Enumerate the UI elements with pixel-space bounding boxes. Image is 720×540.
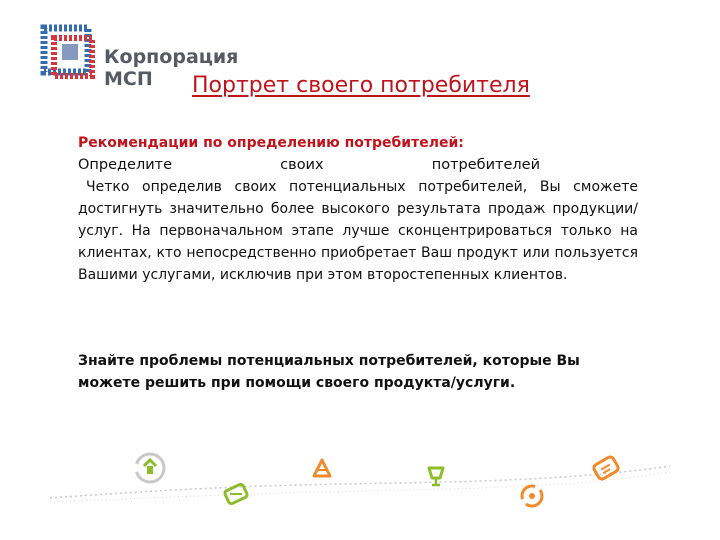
- define-word-3: потребителей: [431, 157, 540, 173]
- define-line: [78, 154, 638, 176]
- cycle-icon: [522, 486, 542, 506]
- decorative-wave-line: [50, 466, 670, 498]
- define-word-2: своих: [280, 157, 324, 173]
- recommendations-paragraph: Четко определив своих потенциальных потребителей, Вы сможете достигнуть значительно более высокого результата продаж продукции/услуг. На первоначальном этапе лучше сконцентрироваться только на клиентах, кто непосредственно приобретает Ваш продукт или пользуется Вашими услугами, исключив при этом второстепенных клиентов.: [78, 179, 638, 283]
- decorative-icon-strip: [40, 438, 680, 518]
- logo-line-2: МСП: [104, 68, 153, 90]
- deal-icon: [592, 456, 619, 481]
- recommendations-heading: Рекомендации по определению потребителей:: [78, 135, 464, 151]
- logo: [40, 22, 239, 92]
- page-title: Портрет своего потребителя: [192, 73, 530, 98]
- logo-line-1: Корпорация: [104, 46, 239, 68]
- refresh-icon: [136, 454, 164, 482]
- handshake-icon: [224, 483, 248, 504]
- idea-icon: [314, 460, 330, 476]
- logo-mark-icon: [40, 22, 98, 80]
- define-word-1: Определите: [78, 157, 173, 173]
- recommendations-block: [78, 132, 638, 286]
- problems-text: Знайте проблемы потенциальных потребителей, которые Вы можете решить при помощи своего продукта/услуги.: [78, 353, 580, 391]
